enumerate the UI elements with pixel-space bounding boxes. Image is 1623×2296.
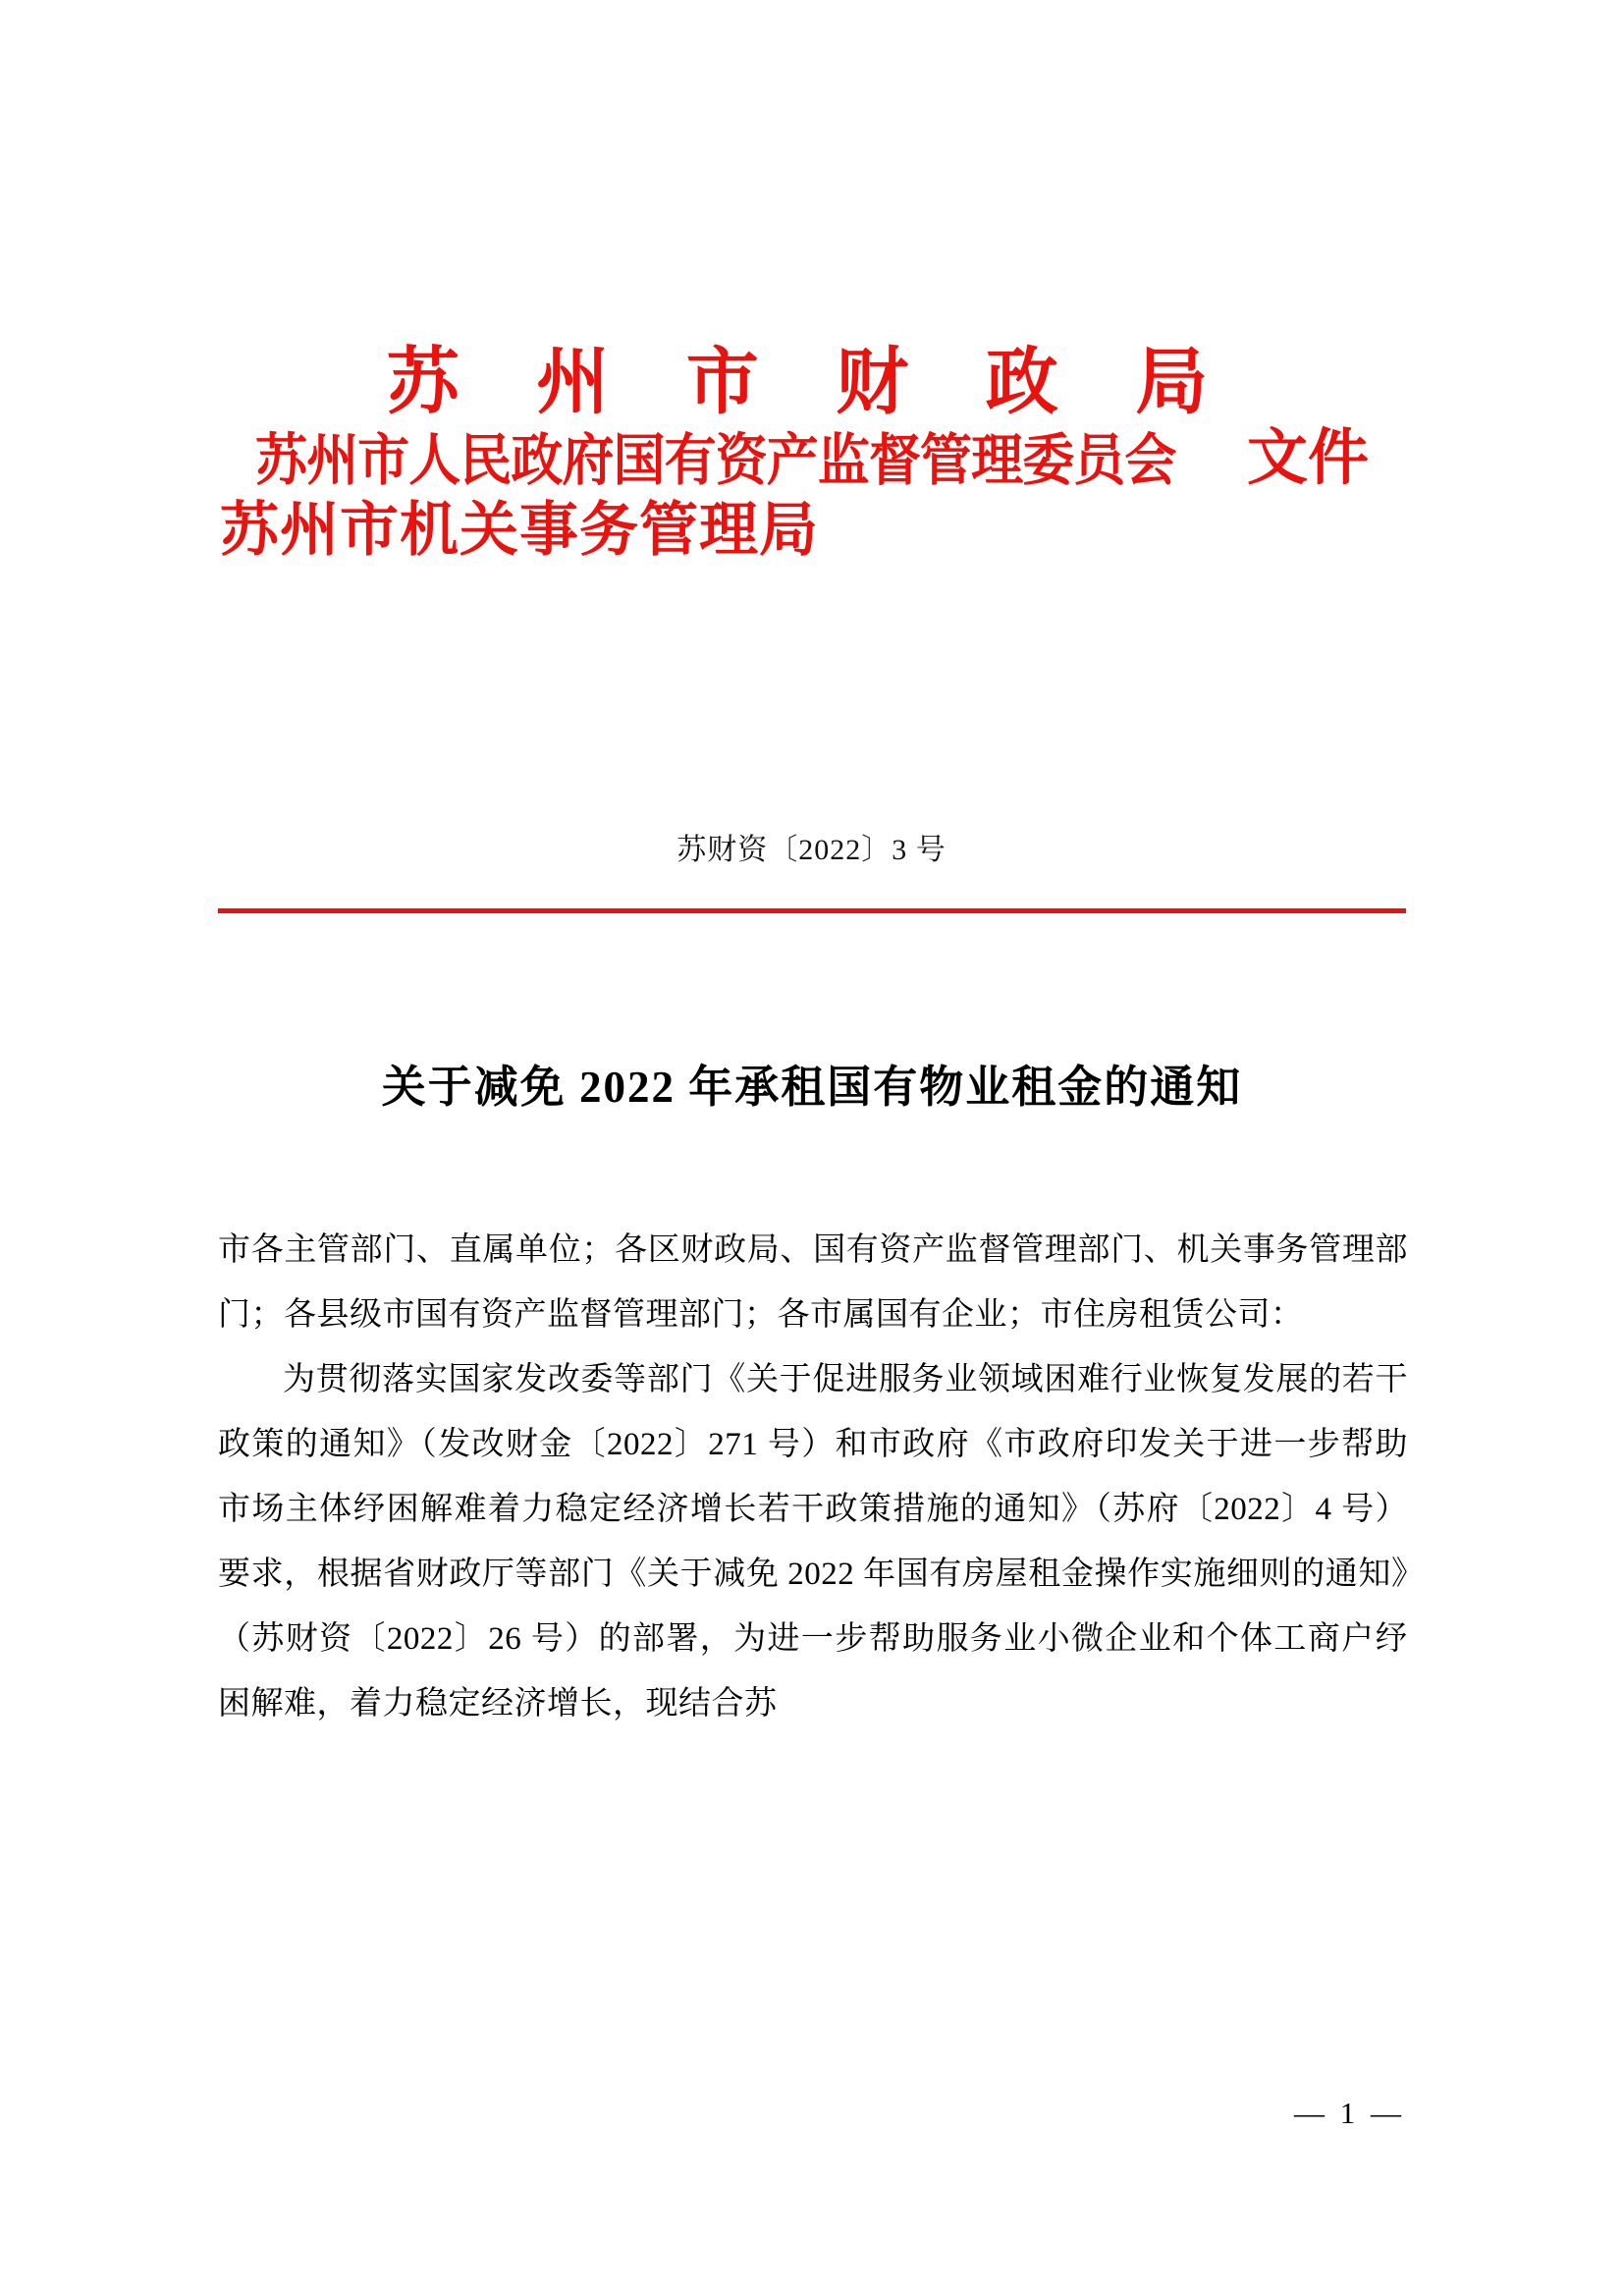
- issuing-agency-row-2: [218, 424, 1406, 492]
- addressee-paragraph: 市各主管部门、直属单位；各区财政局、国有资产监督管理部门、机关事务管理部门；各县级市国有资产监督管理部门；各市属国有企业；市住房租赁公司：: [218, 1232, 1408, 1333]
- red-divider-rule: [218, 908, 1406, 913]
- document-number: 苏财资〔2022〕3 号: [676, 834, 947, 866]
- issuing-agency-line-2: 苏州市人民政府国有资产监督管理委员会: [254, 428, 1176, 492]
- document-word-label: 文件: [1246, 424, 1369, 492]
- document-body: [218, 1218, 1408, 1736]
- page-number: — 1 —: [1294, 2096, 1405, 2130]
- page-title: 关于减免 2022 年承租国有物业租金的通知: [381, 1063, 1243, 1112]
- body-paragraph-1: 为贯彻落实国家发改委等部门《关于促进服务业领域困难行业恢复发展的若干政策的通知》（发改财金〔2022〕271 号）和市政府《市政府印发关于进一步帮助市场主体纾困解难着力稳定经济增长若干政策措施的通知》（苏府〔2022〕4 号）要求，根据省财政厅等部门《关于减免 2022 年国有房屋租金操作实施细则的通知》（苏财资〔2022〕26 号）的部署，为进一步帮助服务业小微企业和个体工商户纾困解难，着力稳定经济增长，现结合苏: [218, 1362, 1408, 1722]
- issuing-agency-line-3: 苏州市机关事务管理局: [220, 496, 819, 563]
- masthead: [218, 343, 1406, 563]
- issuing-agency-line-1: 苏 州 市 财 政 局: [386, 343, 1238, 423]
